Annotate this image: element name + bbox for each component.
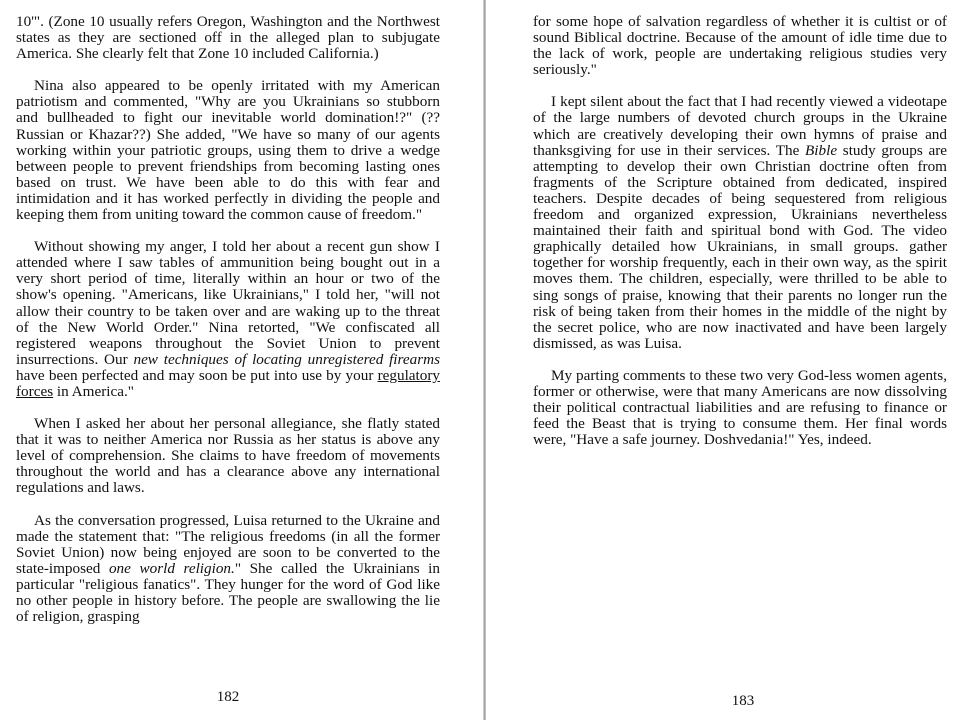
- paragraph: [16, 239, 440, 400]
- paragraph-text: have been perfected and may soon be put into use by your: [16, 366, 378, 384]
- underlined-phrase: regulatory forces: [16, 366, 440, 400]
- left-page-text: [16, 14, 440, 641]
- paragraph: [16, 513, 440, 626]
- paragraph-text: I kept silent about the fact that I had recently viewed a videotape of the large numbers of devoted church groups in the Ukraine which are creatively developing their own hymns of praise and thanksgiving for use in their services. The: [533, 93, 947, 159]
- italic-phrase: new techniques of locating unregistered firearms: [133, 350, 440, 368]
- paragraph-text: in America.": [53, 382, 134, 400]
- page-number-right: 183: [731, 693, 755, 709]
- left-page: [0, 0, 485, 720]
- book-gutter: [483, 0, 486, 720]
- paragraph: for some hope of salvation regardless of whether it is cultist or of sound Biblical doctrine. Because of the amount of idle time due to the lack of work, people are undertaking religious studies very seriously.": [533, 13, 947, 79]
- paragraph-text: " She called the Ukrainians in particular "religious fanatics". They hunger for the word of God like no other people in history before. The people are swallowing the lie of religion, grasping: [16, 559, 441, 626]
- right-page: [487, 0, 976, 720]
- paragraph-text: Without showing my anger, I told her about a recent gun show I attended where I saw tables of ammunition being bought out in a very short period of time, literally within an hour or two of the show's opening. "Americans, like Ukrainians," I told her, "will not allow their country to be taken over and are waking up to the threat of the New World Order." Nina retorted, "We confiscated all registered weapons throughout the Soviet Union to prevent insurrections. Our: [16, 238, 440, 368]
- right-page-text: [533, 14, 947, 464]
- paragraph: Nina also appeared to be openly irritated with my American patriotism and commented, "Why are you Ukrainians so stubborn and bullheaded to fight our inevitable world domination!?" (?? Russian or Khazar??) She added, "We have so many of our agents working within your patriotic groups, using them to drive a wedge between people to prevent friendships from becoming lasting ones based on trust. We have been able to do this with fear and intimidation and it has worked perfectly in dividing the people and keeping them from uniting toward the common cause of freedom.": [16, 77, 440, 224]
- page-number-left: 182: [216, 689, 240, 705]
- paragraph-text: As the conversation progressed, Luisa returned to the Ukraine and made the statement that: "The religious freedoms (in all the former Soviet Union) now being enjoyed are soon to be converted to the state-imposed: [16, 511, 440, 577]
- italic-phrase: one world religion.: [108, 559, 235, 577]
- paragraph: 10'". (Zone 10 usually refers Oregon, Washington and the Northwest states as they are sectioned off in the alleged plan to subjugate America. She clearly felt that Zone 10 included California.): [16, 13, 440, 63]
- paragraph-text: study groups are attempting to develop their own Christian doctrine often from fragments of the Scripture obtained from dedicated, inspired teachers. Despite decades of being sequestered from religious freedom and organized expression, Ukrainians nevertheless maintained their faith and spiritual bond with God. The video graphically detailed how Ukrainians, in small groups. gather together for worship frequently, each in their own way, as the spirit moves them. The children, especially, were thrilled to be able to sing songs of praise, knowing that their parents no longer run the risk of being taken from their homes in the middle of the night by the secret police, who are now inactivated and have been largely dismissed, as was Luisa.: [533, 141, 947, 352]
- paragraph: When I asked her about her personal allegiance, she flatly stated that it was to neither America nor Russia as her status is above any level of comprehension. She claims to have freedom of movements throughout the world and has a clearance above any international regulations and laws.: [16, 415, 440, 497]
- italic-word: Bible: [805, 141, 838, 159]
- paragraph: My parting comments to these two very God-less women agents, former or otherwise, were that many Americans are now dissolving their political contractual liabilities and are refusing to finance or feed the Beast that is trying to consume them. Her final words were, "Have a safe journey. Doshvedania!" Yes, indeed.: [533, 366, 947, 449]
- paragraph: [533, 94, 947, 352]
